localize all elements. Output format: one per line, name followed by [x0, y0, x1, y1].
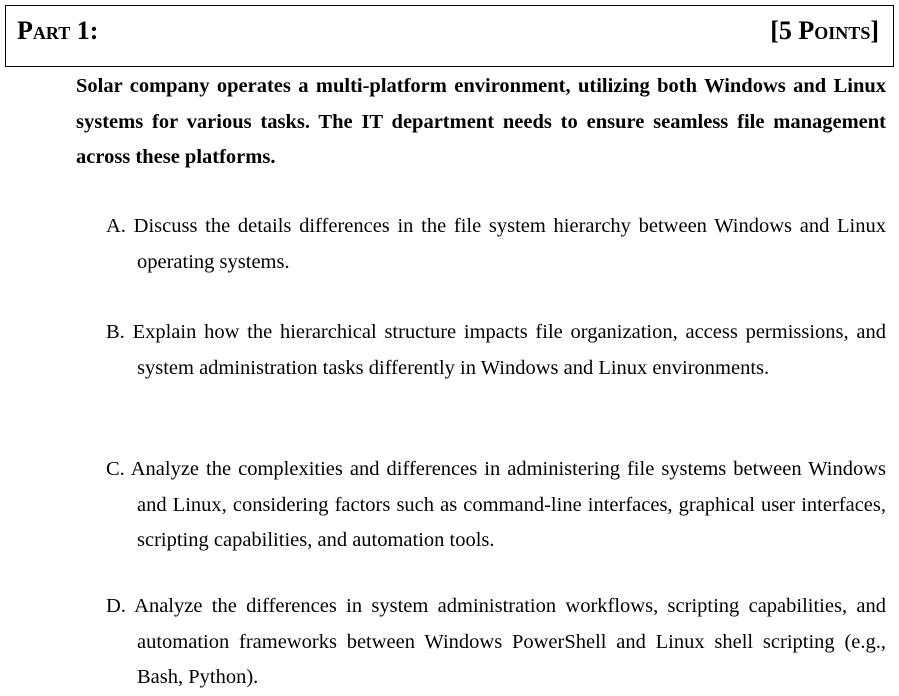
question-text: Explain how the hierarchical structure impacts file organization, access permissions, and system administration tasks differently in Windows and Linux environments.	[132, 321, 887, 379]
question-text: Analyze the differences in system administration workflows, scripting capabilities, and automation frameworks between Windows PowerShell and Linux shell scripting (e.g., Bash, Python).	[134, 595, 886, 688]
question-letter: D.	[106, 595, 126, 617]
question-b	[106, 315, 886, 386]
scenario-intro: Solar company operates a multi-platform environment, utilizing both Windows and Linux systems for various tasks. The IT department needs to ensure seamless file management across these platforms.	[76, 75, 886, 168]
question-letter: A.	[106, 215, 126, 237]
question-letter: B.	[106, 321, 125, 343]
question-d	[106, 589, 886, 696]
question-text: Discuss the details differences in the file system hierarchy between Windows and Linux operating systems.	[133, 215, 886, 273]
question-c	[106, 452, 886, 559]
points-label: [5 Points]	[770, 16, 879, 45]
part-title: Part 1:	[17, 16, 99, 45]
question-a	[106, 209, 886, 280]
question-text: Analyze the complexities and differences in administering file systems between Windows and Linux, considering factors such as command-line interfaces, graphical user interfaces, scripting capabilities, and automation tools.	[130, 458, 886, 551]
question-letter: C.	[106, 458, 125, 480]
part-header-box	[5, 5, 894, 67]
